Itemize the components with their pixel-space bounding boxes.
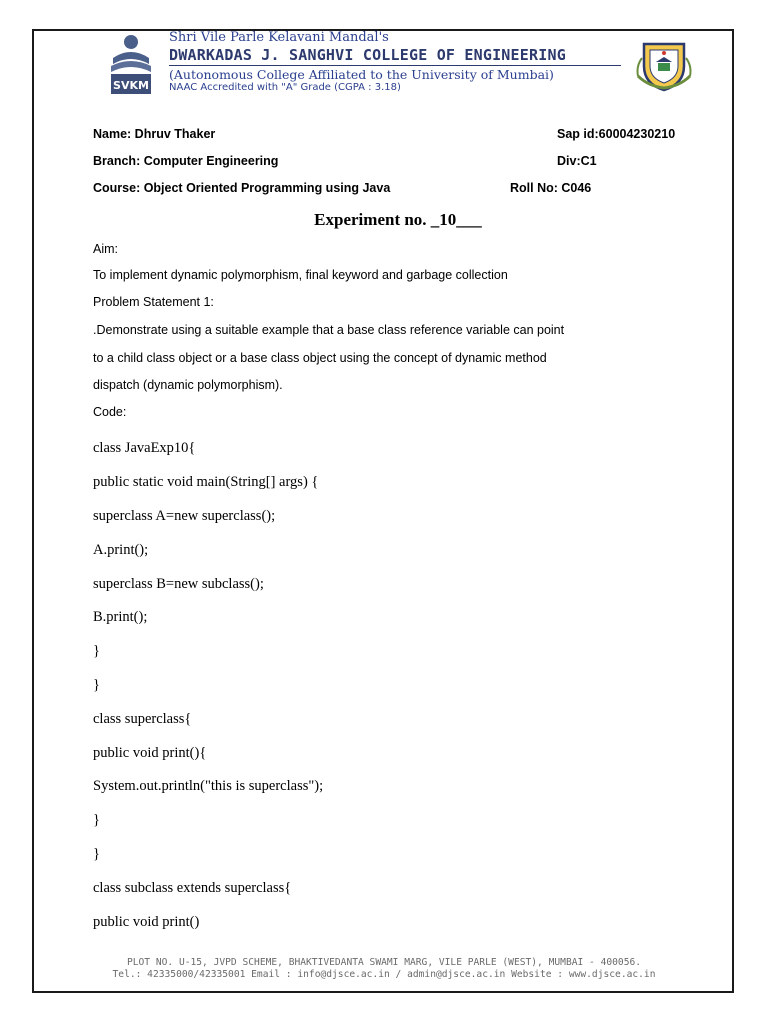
code-line: public void print(){ xyxy=(93,745,207,761)
footer-address: PLOT NO. U-15, JVPD SCHEME, BHAKTIVEDANTA SWAMI MARG, VILE PARLE (WEST), MUMBAI - 400056. xyxy=(126,957,642,968)
code-line: } xyxy=(93,643,100,659)
college-emblem xyxy=(634,36,694,92)
division: Div:C1 xyxy=(557,154,597,168)
code-label: Code: xyxy=(93,405,127,419)
code-line: } xyxy=(93,846,100,862)
aim-text: To implement dynamic polymorphism, final keyword and garbage collection xyxy=(93,268,508,282)
aim-label: Aim: xyxy=(93,242,118,256)
code-line: class JavaExp10{ xyxy=(93,440,196,456)
course: Course: Object Oriented Programming using Java xyxy=(93,181,391,195)
trust-name: Shri Vile Parle Kelavani Mandal's xyxy=(169,30,389,45)
code-line: System.out.println("this is superclass"); xyxy=(93,778,324,794)
code-line: class superclass{ xyxy=(93,711,192,727)
problem-text-line-1: .Demonstrate using a suitable example that a base class reference variable can point xyxy=(93,323,565,337)
svkm-logo xyxy=(105,32,157,96)
problem-text-line-2: to a child class object or a base class object using the concept of dynamic method xyxy=(93,351,547,365)
affiliation-text: (Autonomous College Affiliated to the University of Mumbai) xyxy=(169,67,554,82)
code-line: } xyxy=(93,677,100,693)
college-name: DWARKADAS J. SANGHVI COLLEGE OF ENGINEERING xyxy=(169,46,566,64)
roll-number: Roll No: C046 xyxy=(510,181,592,195)
branch: Branch: Computer Engineering xyxy=(93,154,279,168)
code-line: public static void main(String[] args) { xyxy=(93,474,319,490)
code-line: } xyxy=(93,812,100,828)
accreditation-text: NAAC Accredited with "A" Grade (CGPA : 3.18) xyxy=(169,82,401,93)
code-line: A.print(); xyxy=(93,542,149,558)
header-divider xyxy=(169,65,621,66)
svkm-logo-text: SVKM xyxy=(113,79,149,92)
footer-contact: Tel.: 42335000/42335001 Email : info@djsce.ac.in / admin@djsce.ac.in Website : www.djsce.ac.in xyxy=(112,969,656,980)
problem-statement-label: Problem Statement 1: xyxy=(93,295,214,309)
experiment-title: Experiment no. _10___ xyxy=(314,210,482,229)
code-line: superclass A=new superclass(); xyxy=(93,508,276,524)
problem-text-line-3: dispatch (dynamic polymorphism). xyxy=(93,378,283,392)
code-line: class subclass extends superclass{ xyxy=(93,880,292,896)
student-name: Name: Dhruv Thaker xyxy=(93,127,216,141)
code-line: B.print(); xyxy=(93,609,148,625)
code-line: superclass B=new subclass(); xyxy=(93,576,264,592)
sap-id: Sap id:60004230210 xyxy=(557,127,676,141)
code-line: public void print() xyxy=(93,914,200,930)
